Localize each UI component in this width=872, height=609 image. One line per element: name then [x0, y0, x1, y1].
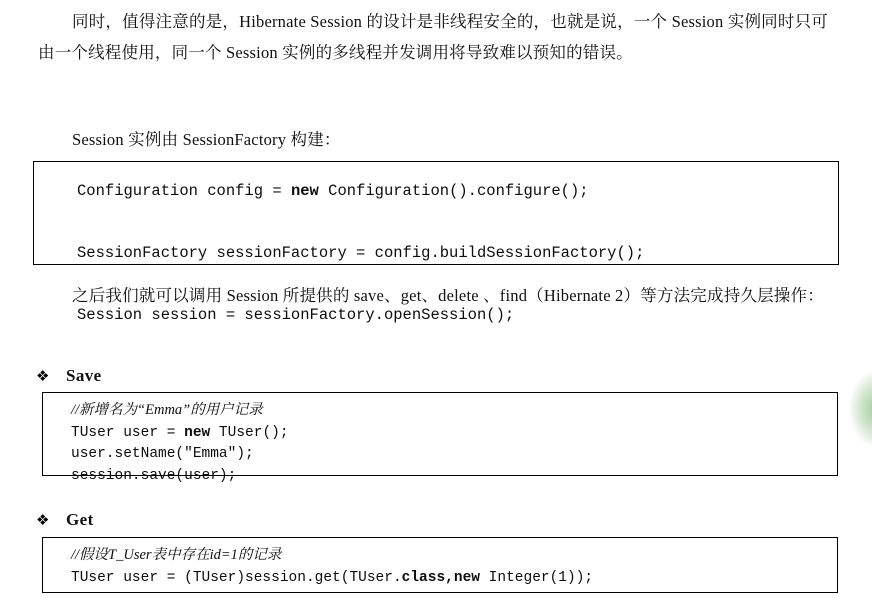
- code-line-1-before: Configuration config =: [77, 182, 291, 200]
- code-save-line-1-before: TUser user =: [71, 424, 185, 441]
- code-get-line-1-keyword: class,new: [401, 569, 480, 586]
- code-line-2: SessionFactory sessionFactory = config.buildSessionFactory();: [77, 244, 645, 262]
- paragraph-intro-text: 同时，值得注意的是，Hibernate Session 的设计是非线程安全的，也就是说，一个 Session 实例同时只可由一个线程使用，同一个 Session 实例的多线程并发调用将导致难以预知的错误。: [38, 12, 828, 62]
- code-block-get: [42, 537, 838, 593]
- paragraph-intro: [38, 6, 828, 68]
- paragraph-after-code: [38, 280, 828, 311]
- code-block-get-content: [43, 538, 837, 589]
- code-save-line-3: session.save(user);: [71, 467, 237, 484]
- code-block-save: [42, 392, 838, 484]
- code-line-1-after: Configuration().configure();: [318, 182, 589, 200]
- code-save-line-1-keyword: new: [184, 424, 211, 441]
- code-get-line-1-after: Integer(1));: [479, 569, 594, 586]
- paragraph-session-factory-text: Session 实例由 SessionFactory 构建：: [72, 130, 341, 149]
- heading-save: [36, 366, 102, 386]
- code-block-save-content: [43, 393, 837, 487]
- bullet-marker-icon: ❖: [36, 511, 50, 529]
- heading-save-text: Save: [66, 366, 102, 385]
- heading-get: [36, 510, 94, 530]
- paragraph-session-factory: [38, 124, 828, 155]
- code-get-line-1-before: TUser user = (TUser)session.get(TUser.: [71, 569, 402, 586]
- code-save-line-2: user.setName("Emma");: [71, 446, 254, 462]
- code-line-3: Session session = sessionFactory.openSession();: [77, 306, 515, 324]
- page-edge-artifact: [850, 372, 872, 446]
- paragraph-after-code-text: 之后我们就可以调用 Session 所提供的 save、get、delete 、find（Hibernate 2）等方法完成持久层操作：: [72, 286, 824, 305]
- heading-get-text: Get: [66, 510, 94, 529]
- bullet-marker-icon: ❖: [36, 367, 50, 385]
- code-line-1-keyword: new: [290, 182, 319, 200]
- code-save-line-1-after: TUser();: [210, 424, 289, 441]
- code-get-comment: //假设T_User表中存在id=1的记录: [71, 547, 282, 563]
- code-save-comment: //新增名为“Emma”的用户记录: [71, 402, 263, 418]
